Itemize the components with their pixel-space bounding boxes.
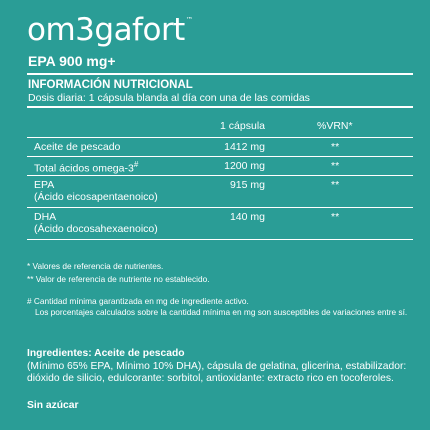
- footnote-vrn: * Valores de referencia de nutrientes.: [27, 261, 164, 271]
- dose-text: Dosis diaria: 1 cápsula blanda al día con una de las comidas: [28, 92, 310, 104]
- ingredients-block: [27, 348, 417, 386]
- table-header: [27, 118, 413, 138]
- divider-top: [27, 73, 413, 75]
- row-vrn: **: [331, 179, 340, 191]
- row-name-cell: [34, 211, 158, 235]
- row-amount: 140 mg: [229, 211, 265, 223]
- row-name-cell: [34, 179, 158, 203]
- footnote-minimum-line: # Cantidad mínima garantizada en mg de ingrediente activo.: [27, 296, 249, 306]
- table-row: [27, 176, 413, 208]
- table-row: [27, 138, 413, 157]
- row-subname: (Ácido eicosapentaenoico): [34, 191, 158, 203]
- row-subname: (Ácido docosahexaenoico): [34, 223, 158, 235]
- row-amount: 1200 mg: [224, 160, 265, 172]
- footnote-vrn-not-established: ** Valor de referencia de nutriente no establecido.: [27, 274, 210, 284]
- brand-name: om3gafort: [27, 12, 185, 48]
- product-name: EPA 900 mg+: [28, 53, 116, 69]
- brand-logo: [27, 12, 192, 48]
- row-name: EPA: [34, 179, 55, 191]
- table-row: [27, 157, 413, 176]
- row-name-cell: [34, 160, 138, 175]
- header-amount: 1 cápsula: [220, 120, 265, 132]
- ingredients-text: (Mínimo 65% EPA, Mínimo 10% DHA), cápsula de gelatina, glicerina, estabilizador: dióxido de silicio, edulcorante: sorbitol, antioxidante: extracto rico en tocoferoles.: [27, 360, 407, 384]
- nutrition-table: [27, 118, 413, 240]
- row-amount: 1412 mg: [224, 141, 265, 153]
- footnote-percent-line: Los porcentajes calculados sobre la cantidad mínima en mg son susceptibles de variaciones entre sí.: [35, 307, 408, 317]
- row-name-footnote: #: [133, 160, 139, 169]
- row-vrn: **: [331, 141, 340, 153]
- row-vrn: **: [331, 160, 340, 172]
- ingredients-label: Ingredientes: Aceite de pescado: [27, 348, 185, 359]
- table-row: [27, 208, 413, 240]
- row-name: DHA: [34, 211, 57, 223]
- sugar-free-label: Sin azúcar: [27, 400, 79, 411]
- row-amount: 915 mg: [229, 179, 265, 191]
- row-name: Aceite de pescado: [34, 141, 121, 153]
- header-vrn: %VRN*: [317, 120, 353, 132]
- divider-middle: [27, 106, 413, 108]
- footnote-minimum-amount: [27, 296, 417, 318]
- trademark-mark: ™: [185, 16, 193, 24]
- row-name: Total ácidos omega-3: [34, 162, 134, 175]
- row-vrn: **: [331, 211, 340, 223]
- nutrition-title: INFORMACIÓN NUTRICIONAL: [28, 79, 193, 91]
